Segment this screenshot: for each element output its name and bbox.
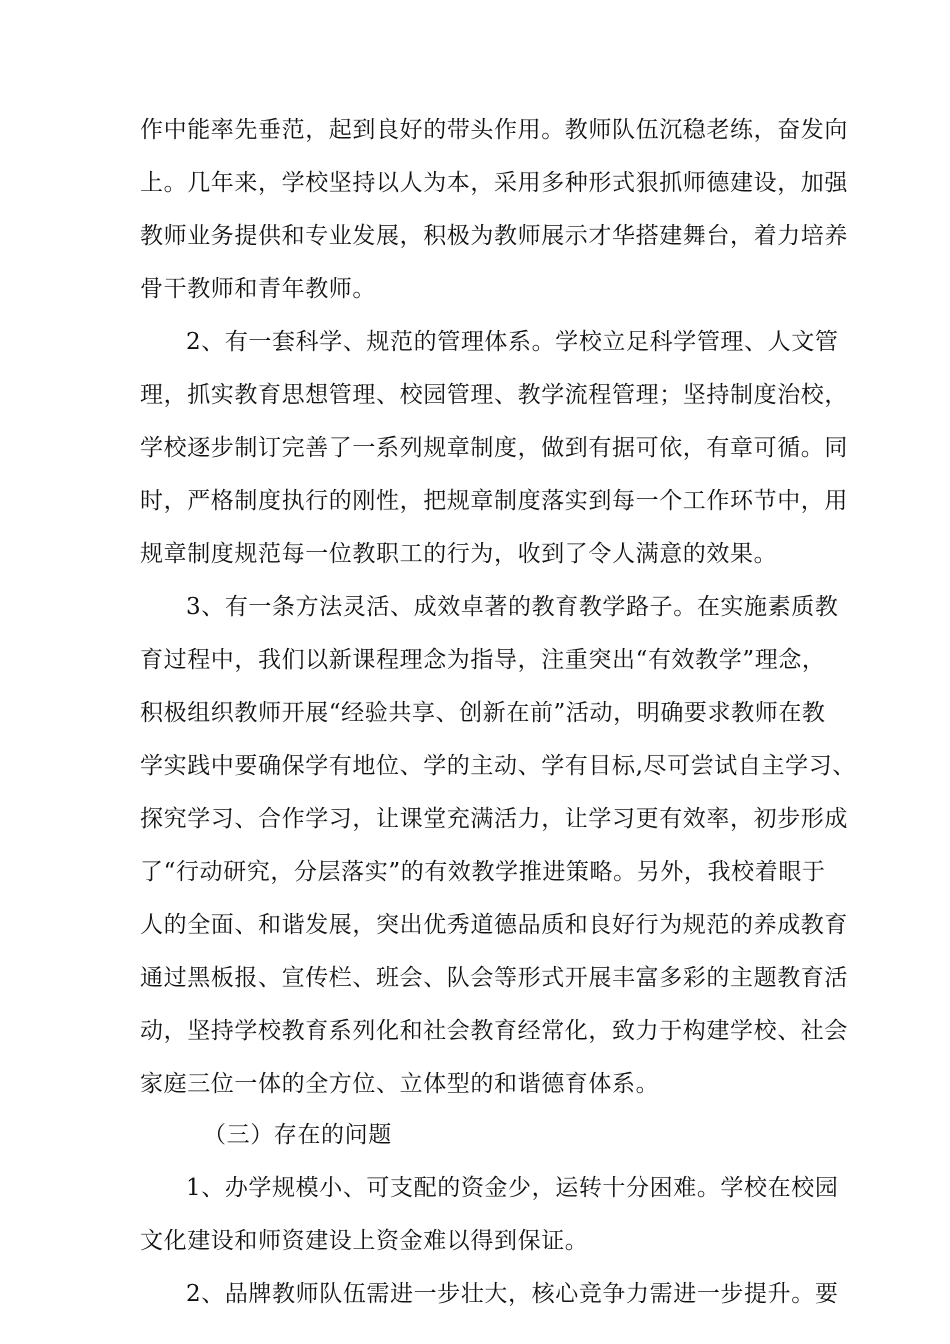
text-line: 育过程中，我们以新课程理念为指导，注重突出“有效教学”理念， xyxy=(140,647,826,673)
text-line: 理，抓实教育思想管理、校园管理、教学流程管理；坚持制度治校， xyxy=(140,382,848,408)
text-line: 积极组织教师开展“经验共享、创新在前”活动，明确要求教师在教 xyxy=(140,700,826,726)
text-line: 2、有一套科学、规范的管理体系。学校立足科学管理、人文管 xyxy=(186,329,839,355)
text-line: 时，严格制度执行的刚性，把规章制度落实到每一个工作环节中，用 xyxy=(140,488,848,514)
text-line: 家庭三位一体的全方位、立体型的和谐德育体系。 xyxy=(140,1071,660,1097)
text-line: 学实践中要确保学有地位、学的主动、学有目标,尽可尝试自主学习、 xyxy=(140,753,856,779)
text-line: 3、有一条方法灵活、成效卓著的教育教学路子。在实施素质教 xyxy=(186,594,839,620)
text-line: 探究学习、合作学习，让课堂充满活力，让学习更有效率，初步形成 xyxy=(140,806,848,832)
section-heading: （三）存在的问题 xyxy=(203,1122,392,1148)
text-line: 规章制度规范每一位教职工的行为，收到了令人满意的效果。 xyxy=(140,541,778,567)
text-line: 人的全面、和谐发展，突出优秀道德品质和良好行为规范的养成教育 xyxy=(140,912,848,938)
text-line: 通过黑板报、宣传栏、班会、队会等形式开展丰富多彩的主题教育活 xyxy=(140,965,848,991)
text-line: 2、品牌教师队伍需进一步壮大，核心竞争力需进一步提升。要 xyxy=(186,1281,839,1307)
text-line: 教师业务提供和专业发展，积极为教师展示才华搭建舞台，着力培养 xyxy=(140,223,848,249)
text-line: 动，坚持学校教育系列化和社会教育经常化，致力于构建学校、社会 xyxy=(140,1018,848,1044)
text-line: 了“行动研究，分层落实”的有效教学推进策略。另外，我校着眼于 xyxy=(140,859,826,885)
text-line: 文化建设和师资建设上资金难以得到保证。 xyxy=(140,1228,589,1254)
text-line: 骨干教师和青年教师。 xyxy=(140,276,376,302)
text-line: 1、办学规模小、可支配的资金少，运转十分困难。学校在校园 xyxy=(186,1175,839,1201)
text-line: 学校逐步制订完善了一系列规章制度，做到有据可依，有章可循。同 xyxy=(140,435,848,461)
text-line: 上。几年来，学校坚持以人为本，采用多种形式狠抓师德建设，加强 xyxy=(140,170,848,196)
text-line: 作中能率先垂范，起到良好的带头作用。教师队伍沉稳老练，奋发向 xyxy=(140,117,848,143)
